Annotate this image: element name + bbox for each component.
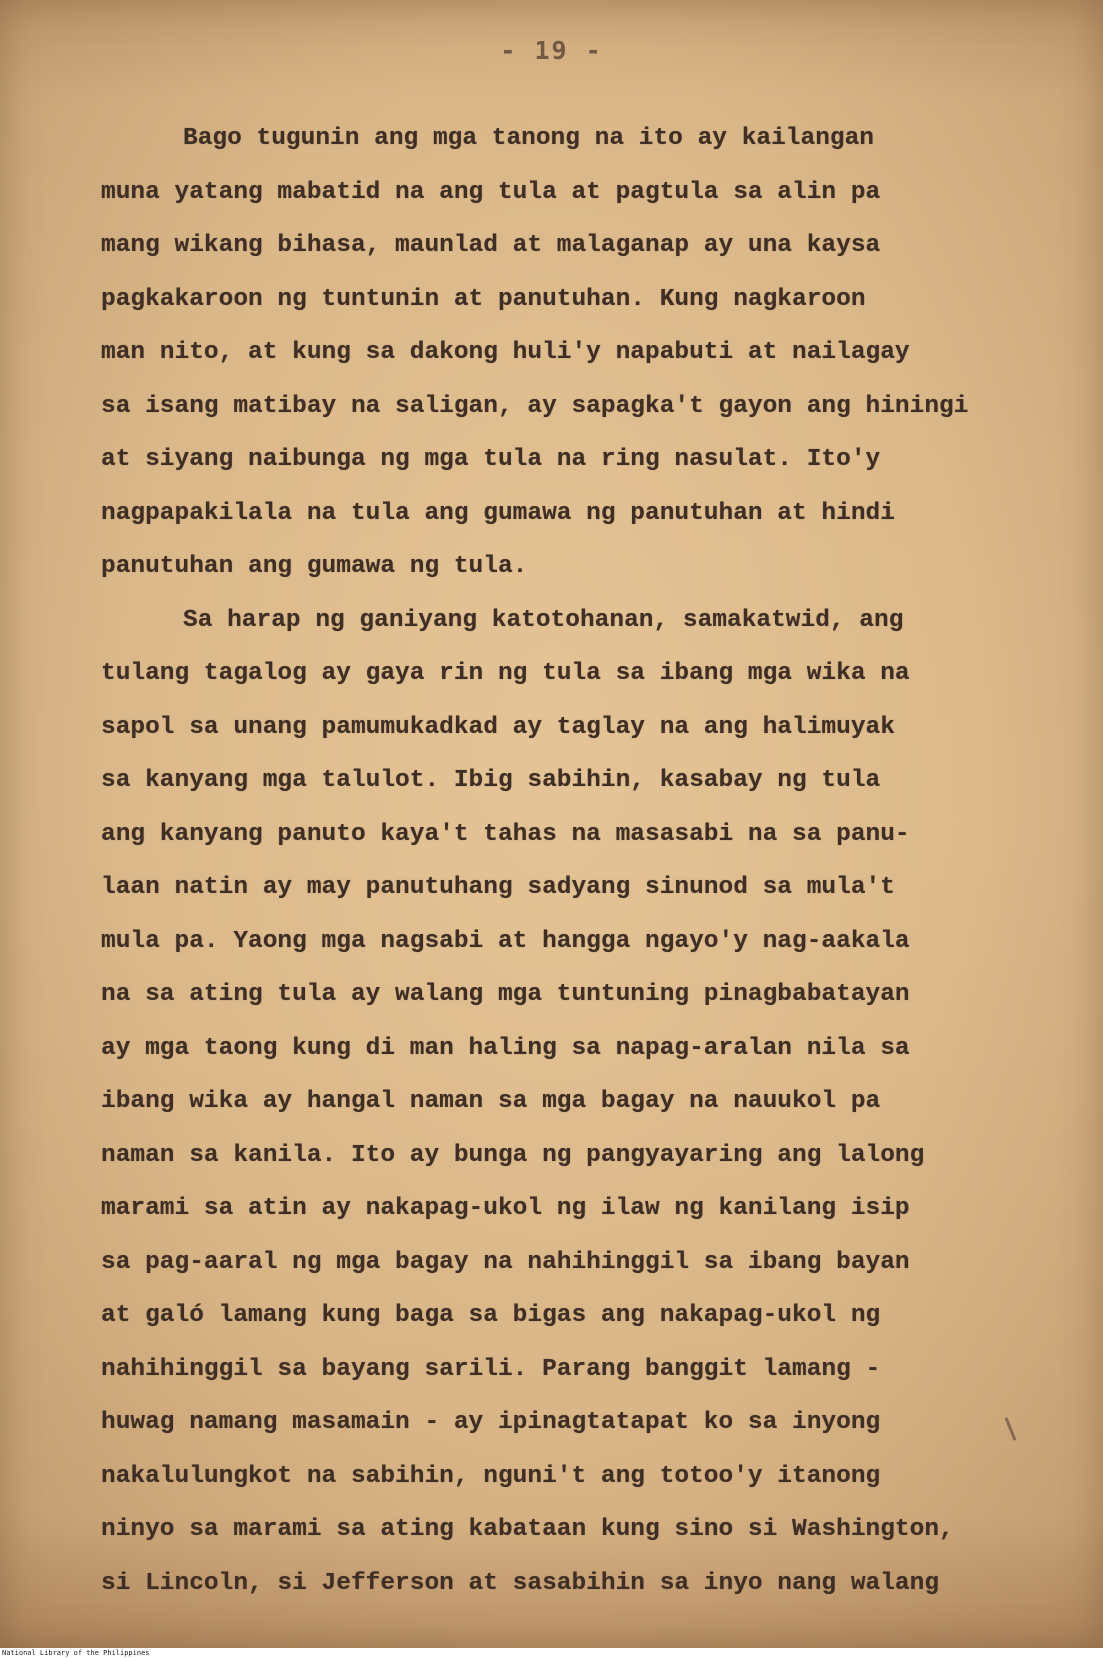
text-line: sa pag-aaral ng mga bagay na nahihinggil sa ibang bayan bbox=[101, 1248, 910, 1276]
text-line: sa kanyang mga talulot. Ibig sabihin, kasabay ng tula bbox=[101, 767, 881, 794]
text-line: sa isang matibay na saligan, ay sapagka't gayon ang hiningi bbox=[101, 392, 969, 420]
text-line: si Lincoln, si Jefferson at sasabihin sa inyo nang walang bbox=[101, 1569, 940, 1597]
text-line: ay mga taong kung di man haling sa napag-aralan nila sa bbox=[101, 1034, 910, 1062]
text-line: tulang tagalog ay gaya rin ng tula sa ibang mga wika na bbox=[101, 660, 910, 687]
text-line: ninyo sa marami sa ating kabataan kung sino si Washington, bbox=[101, 1516, 954, 1543]
text-line: ibang wika ay hangal naman sa mga bagay na nauukol pa bbox=[101, 1088, 881, 1115]
text-line: laan natin ay may panutuhang sadyang sinunod sa mula't bbox=[101, 874, 895, 901]
text-line: sapol sa unang pamumukadkad ay taglay na ang halimuyak bbox=[101, 713, 895, 741]
text-line: Sa harap ng ganiyang katotohanan, samakatwid, ang bbox=[183, 606, 904, 634]
page-number: - 19 - bbox=[500, 36, 603, 65]
text-line: at galó lamang kung baga sa bigas ang nakapag-ukol ng bbox=[101, 1302, 881, 1329]
text-line: muna yatang mabatid na ang tula at pagtula sa alin pa bbox=[101, 178, 881, 206]
text-line: huwag namang masamain - ay ipinagtatapat ko sa inyong bbox=[101, 1409, 881, 1436]
text-line: na sa ating tula ay walang mga tuntuning pinagbabatayan bbox=[101, 981, 910, 1008]
text-line: mang wikang bihasa, maunlad at malaganap ay una kaysa bbox=[101, 232, 881, 259]
text-line: nahihinggil sa bayang sarili. Parang banggit lamang - bbox=[101, 1355, 881, 1383]
body-text bbox=[101, 112, 1041, 1610]
text-line: at siyang naibunga ng mga tula na ring nasulat. Ito'y bbox=[101, 446, 881, 473]
text-line: naman sa kanila. Ito ay bunga ng pangyayaring ang lalong bbox=[101, 1141, 925, 1169]
paragraph-1 bbox=[101, 112, 1041, 594]
text-line: mula pa. Yaong mga nagsabi at hangga ngayo'y nag-aakala bbox=[101, 927, 910, 955]
library-footer: National Library of the Philippines bbox=[0, 1648, 1103, 1658]
text-line: marami sa atin ay nakapag-ukol ng ilaw ng kanilang isip bbox=[101, 1195, 910, 1222]
paragraph-2 bbox=[101, 594, 1041, 1611]
text-line: pagkakaroon ng tuntunin at panutuhan. Kung nagkaroon bbox=[101, 285, 866, 313]
text-line: nagpapakilala na tula ang gumawa ng panutuhan at hindi bbox=[101, 499, 895, 527]
text-line: panutuhan ang gumawa ng tula. bbox=[101, 553, 528, 580]
text-line: ang kanyang panuto kaya't tahas na masasabi na sa panu- bbox=[101, 820, 910, 848]
text-line: Bago tugunin ang mga tanong na ito ay kailangan bbox=[183, 125, 875, 152]
text-line: nakalulungkot na sabihin, nguni't ang totoo'y itanong bbox=[101, 1462, 881, 1490]
text-line: man nito, at kung sa dakong huli'y napabuti at nailagay bbox=[101, 339, 910, 366]
